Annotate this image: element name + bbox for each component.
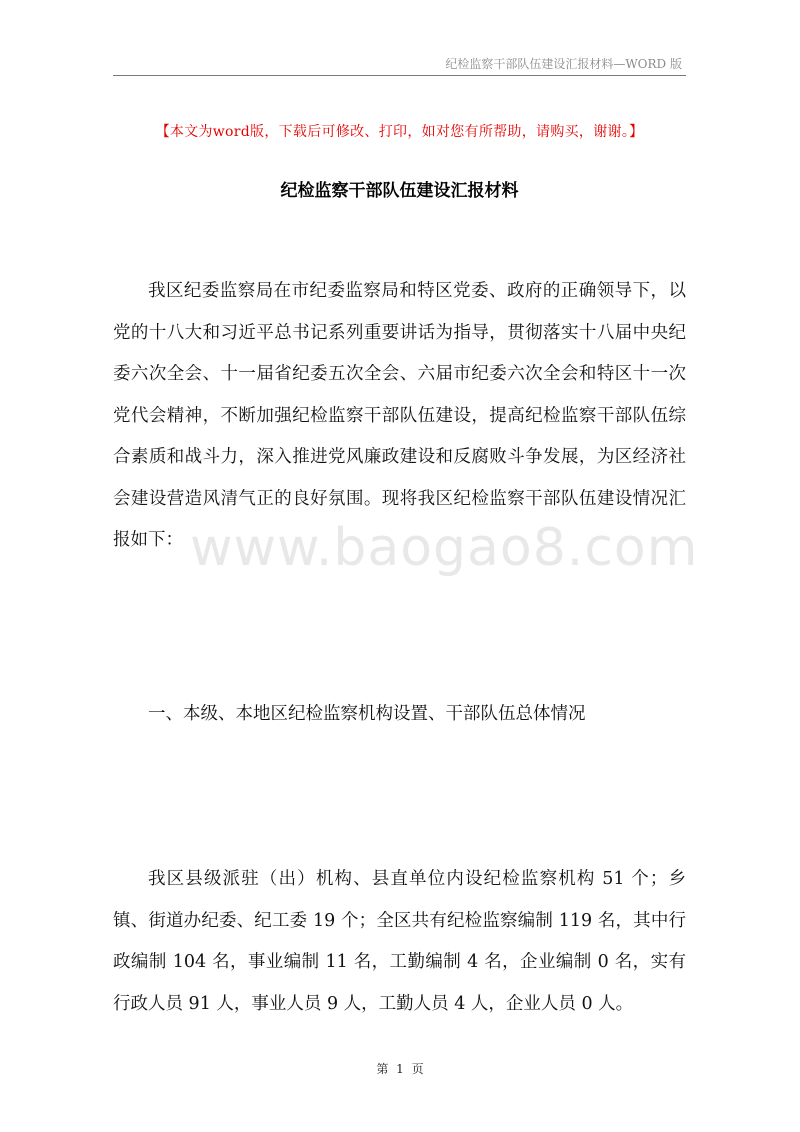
page-footer xyxy=(0,1060,800,1077)
document-title: 纪检监察干部队伍建设汇报材料 xyxy=(280,181,519,201)
purchase-notice: 【本文为word版，下载后可修改、打印，如对您有所帮助，请购买，谢谢。】 xyxy=(155,124,644,140)
section-heading: 一、本级、本地区纪检监察机构设置、干部队伍总体情况 xyxy=(148,704,586,724)
intro-paragraph: 我区纪委监察局在市纪委监察局和特区党委、政府的正确领导下，以党的十八大和习近平总书记系列重要讲话为指导，贯彻落实十八届中央纪委六次全会、十一届省纪委五次全会、六届市纪委六次全会和特区十一次党代会精神，不断加强纪检监察干部队伍建设，提高纪检监察干部队伍综合素质和战斗力，深入推进党风廉政建设和反腐败斗争发展，为区经济社会建设营造风清气正的良好氛围。现将我区纪检监察干部队伍建设情况汇报如下： xyxy=(113,281,686,550)
header-divider xyxy=(113,75,686,76)
watermark: www.baogao8.com xyxy=(190,518,699,578)
page-prefix: 第 xyxy=(376,1062,389,1076)
page-suffix: 页 xyxy=(411,1062,424,1076)
running-header: 纪检监察干部队伍建设汇报材料—WORD 版 xyxy=(445,57,682,71)
section-paragraph: 我区县级派驻（出）机构、县直单位内设纪检监察机构 51 个；乡镇、街道办纪委、纪工委 19 个；全区共有纪检监察编制 119 名，其中行政编制 104 名，事业编制 11 名，工勤编制 4 名，企业编制 0 名，实有行政人员 91 人，事业人员 9 人，工勤人员 4 人，企业人员 0 人。 xyxy=(113,869,686,1014)
page-number: 1 xyxy=(396,1062,404,1076)
